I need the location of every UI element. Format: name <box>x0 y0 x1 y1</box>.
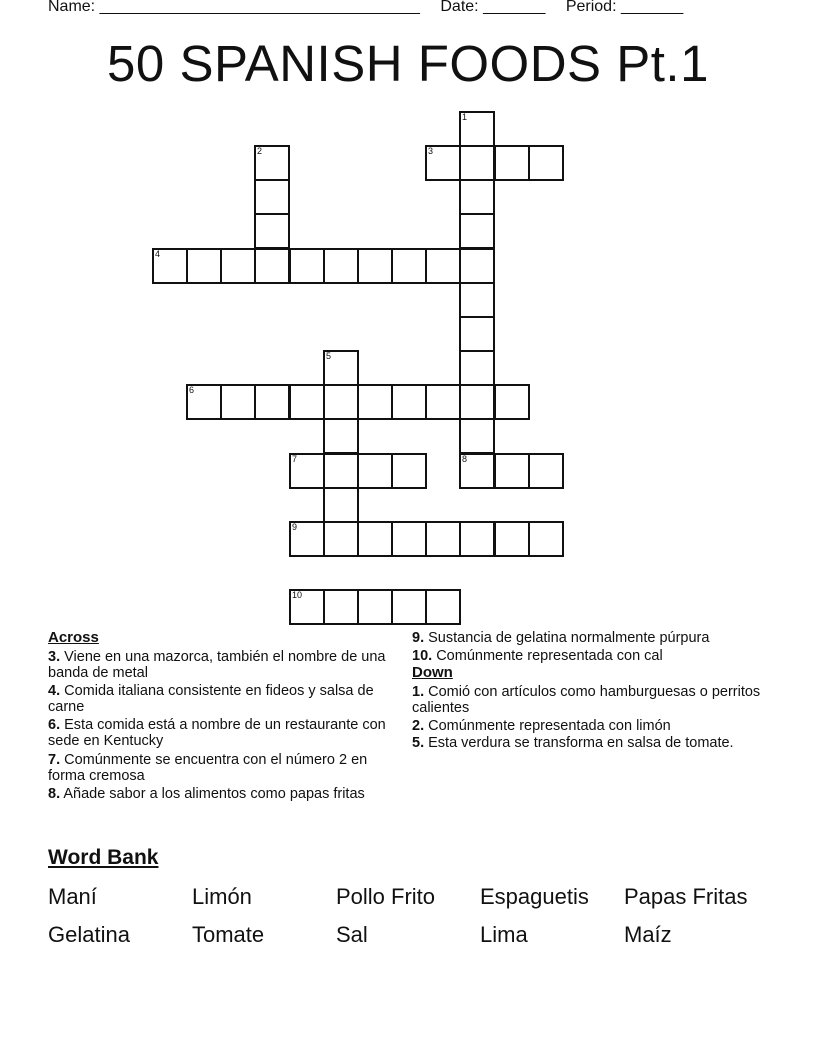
date-field[interactable]: Date: _______ <box>440 0 546 15</box>
grid-cell[interactable] <box>186 384 222 420</box>
grid-cell[interactable] <box>323 521 359 557</box>
word-bank-item: Espaguetis <box>480 884 589 909</box>
grid-cell[interactable] <box>459 213 495 249</box>
grid-cell[interactable] <box>254 179 290 215</box>
grid-cell[interactable] <box>459 316 495 352</box>
grid-cell[interactable] <box>425 589 461 625</box>
grid-cell[interactable] <box>357 589 393 625</box>
grid-cell[interactable] <box>425 248 461 284</box>
clue-number: 3 <box>428 146 434 156</box>
clues-column-1 <box>48 630 388 803</box>
grid-cell[interactable] <box>323 350 359 386</box>
name-field[interactable]: Name: ____________________________________ <box>48 0 420 15</box>
grid-cell[interactable] <box>289 521 325 557</box>
down-heading: Down <box>412 664 453 681</box>
clue-number: 8 <box>462 454 468 464</box>
clue-across-10: 10. Comúnmente representada con cal <box>412 647 663 664</box>
grid-cell[interactable] <box>459 248 495 284</box>
grid-cell[interactable] <box>323 453 359 489</box>
grid-cell[interactable] <box>494 521 530 557</box>
grid-cell[interactable] <box>323 418 359 454</box>
grid-cell[interactable] <box>289 589 325 625</box>
grid-cell[interactable] <box>323 487 359 523</box>
clues-column-2 <box>412 630 762 753</box>
clue-across-6: 6. Esta comida está a nombre de un restaurante con sede en Kentucky <box>48 716 386 749</box>
grid-cell[interactable] <box>494 453 530 489</box>
clue-down-1: 1. Comió con artículos como hamburguesas o perritos calientes <box>412 683 761 716</box>
clue-across-8: 8. Añade sabor a los alimentos como papas fritas <box>48 785 365 802</box>
grid-cell[interactable] <box>391 521 427 557</box>
word-bank-item: Pollo Frito <box>336 884 436 909</box>
clue-number: 10 <box>292 590 303 600</box>
grid-cell[interactable] <box>152 248 188 284</box>
page-title: 50 SPANISH FOODS Pt.1 <box>107 35 709 92</box>
grid-cell[interactable] <box>357 384 393 420</box>
word-bank-item: Maíz <box>624 922 672 947</box>
clue-down-5: 5. Esta verdura se transforma en salsa de tomate. <box>412 735 734 751</box>
clue-number: 1 <box>462 112 468 122</box>
grid-cell[interactable] <box>459 179 495 215</box>
clue-across-3: 3. Viene en una mazorca, también el nombre de una banda de metal <box>48 648 386 681</box>
grid-cell[interactable] <box>528 453 564 489</box>
clue-number: 9 <box>292 522 298 532</box>
header <box>48 0 699 16</box>
clue-number: 4 <box>155 249 161 259</box>
grid-cell[interactable] <box>254 384 290 420</box>
grid-cell[interactable] <box>494 384 530 420</box>
grid-cell[interactable] <box>186 248 222 284</box>
word-bank-item: Maní <box>48 884 97 909</box>
grid-cell[interactable] <box>459 111 495 147</box>
grid-cell[interactable] <box>323 589 359 625</box>
grid-cell[interactable] <box>254 145 290 181</box>
clue-number: 5 <box>326 351 332 361</box>
grid-cell[interactable] <box>494 145 530 181</box>
clue-across-4: 4. Comida italiana consistente en fideos y salsa de carne <box>48 682 374 715</box>
grid-cell[interactable] <box>289 453 325 489</box>
grid-cell[interactable] <box>323 384 359 420</box>
grid-cell[interactable] <box>425 384 461 420</box>
word-bank-item: Limón <box>192 884 252 909</box>
clue-across-7: 7. Comúnmente se encuentra con el número 2 en forma cremosa <box>48 751 368 784</box>
word-bank-item: Sal <box>336 922 368 947</box>
grid-cell[interactable] <box>459 384 495 420</box>
grid-cell[interactable] <box>391 248 427 284</box>
period-field[interactable]: Period: _______ <box>565 0 684 15</box>
word-bank-item: Papas Fritas <box>624 884 748 909</box>
grid-cell[interactable] <box>220 248 256 284</box>
grid-cell[interactable] <box>357 248 393 284</box>
grid-cell[interactable] <box>289 248 325 284</box>
across-heading: Across <box>48 629 99 646</box>
grid-cell[interactable] <box>459 350 495 386</box>
grid-cell[interactable] <box>220 384 256 420</box>
grid-cell[interactable] <box>425 521 461 557</box>
word-bank-title: Word Bank <box>48 846 159 869</box>
grid-cell[interactable] <box>459 282 495 318</box>
clue-number: 6 <box>189 385 195 395</box>
clue-number: 7 <box>292 454 298 464</box>
grid-cell[interactable] <box>459 418 495 454</box>
grid-cell[interactable] <box>391 453 427 489</box>
word-bank-item: Tomate <box>192 922 265 947</box>
clue-down-2: 2. Comúnmente representada con limón <box>412 717 671 734</box>
clue-number: 2 <box>257 146 263 156</box>
grid-cell[interactable] <box>459 521 495 557</box>
grid-cell[interactable] <box>254 248 290 284</box>
clue-across-9: 9. Sustancia de gelatina normalmente púrpura <box>412 630 710 646</box>
grid-cell[interactable] <box>391 589 427 625</box>
grid-cell[interactable] <box>289 384 325 420</box>
word-bank-item: Gelatina <box>48 922 130 947</box>
grid-cell[interactable] <box>323 248 359 284</box>
word-bank-item: Lima <box>480 922 528 947</box>
grid-cell[interactable] <box>425 145 461 181</box>
grid-cell[interactable] <box>528 521 564 557</box>
grid-cell[interactable] <box>357 521 393 557</box>
grid-cell[interactable] <box>459 453 495 489</box>
grid-cell[interactable] <box>391 384 427 420</box>
grid-cell[interactable] <box>459 145 495 181</box>
grid-cell[interactable] <box>528 145 564 181</box>
grid-cell[interactable] <box>254 213 290 249</box>
grid-cell[interactable] <box>357 453 393 489</box>
